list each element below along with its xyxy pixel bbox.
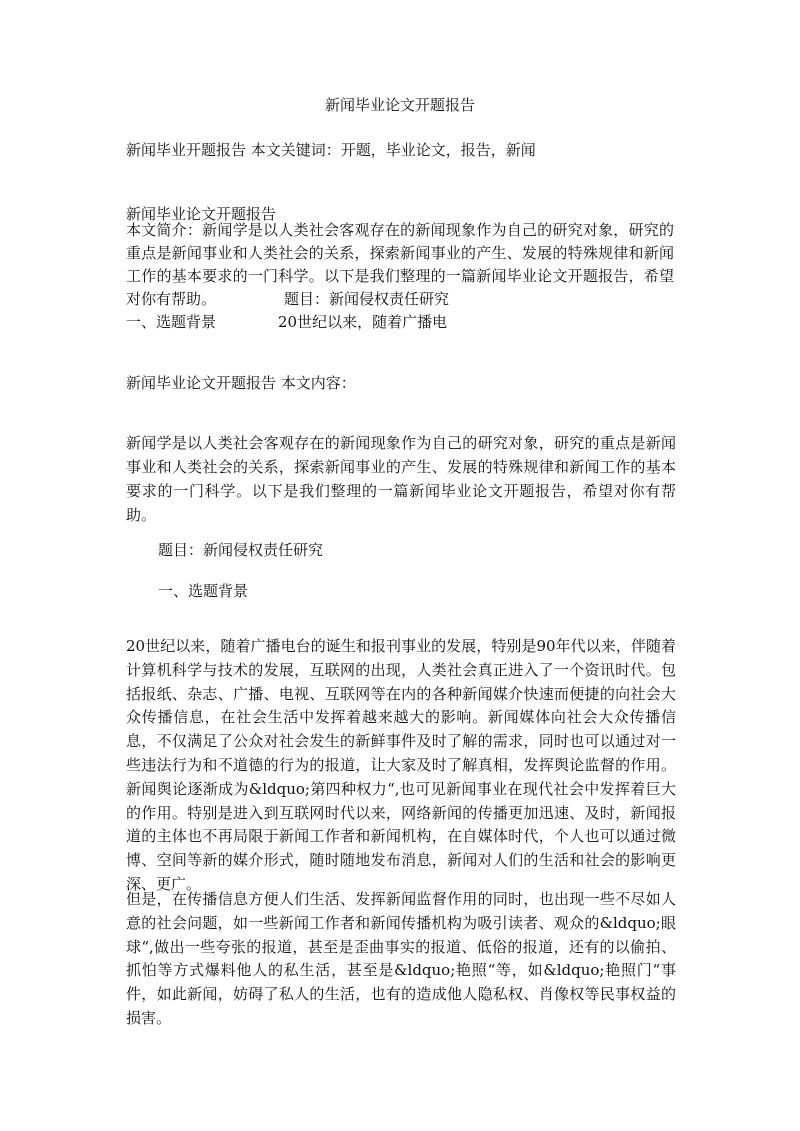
keywords-line: 新闻毕业开题报告 本文关键词：开题，毕业论文，报告，新闻	[126, 141, 536, 159]
content-paragraph: 新闻学是以人类社会客观存在的新闻现象作为自己的研究对象，研究的重点是新闻事业和人类社会的关系，探索新闻事业的产生、发展的特殊规律和新闻工作的基本要求的一门科学。以下是我们整理的一篇新闻毕业论文开题报告，希望对你有帮助。	[126, 434, 676, 524]
content-heading: 新闻毕业论文开题报告 本文内容：	[126, 374, 356, 392]
summary-topic: 题目：新闻侵权责任研究	[284, 290, 450, 308]
summary-section-label: 一、选题背景	[126, 313, 217, 331]
body-paragraph-2: 但是，在传播信息方便人们生活、发挥新闻监督作用的同时，也出现一些不尽如人意的社会问题，如一些新闻工作者和新闻传播机构为吸引读者、观众的&ldquo;眼球“,做出一些夸张的报道，甚至是歪曲事实的报道、低俗的报道，还有的以偷拍、抓怕等方式爆料他人的私生活，甚至是&ldquo;艳照“等，如&ldquo;艳照门“事件，如此新闻，妨碍了私人的生活，也有的造成他人隐私权、肖像权等民事权益的损害。	[126, 890, 676, 1027]
summary-block	[126, 219, 674, 334]
body-paragraph-1: 20世纪以来，随着广播电台的诞生和报刊事业的发展，特别是90年代以来，伴随着计算机科学与技术的发展，互联网的出现，人类社会真正进入了一个资讯时代。包括报纸、杂志、广播、电视、互联网等在内的各种新闻媒介快速而便捷的向社会大众传播信息，在社会生活中发挥着越来越大的影响。新闻媒体向社会大众传播信息，不仅满足了公众对社会发生的新鲜事件及时了解的需求，同时也可以通过对一些违法行为和不道德的行为的报道，让大家及时了解真相，发挥舆论监督的作用。新闻舆论逐渐成为&ldquo;第四种权力“,也可见新闻事业在现代社会中发挥着巨大的作用。特别是进入到互联网时代以来，网络新闻的传播更加迅速、及时，新闻报道的主体也不再局限于新闻工作者和新闻机构，在自媒体时代，个人也可以通过微博、空间等新的媒介形式，随时随地发布消息，新闻对人们的生活和社会的影响更深、更广。	[126, 637, 676, 893]
summary-section-excerpt: 20世纪以来，随着广播电	[278, 313, 448, 331]
topic-line: 题目：新闻侵权责任研究	[158, 541, 324, 559]
document-title: 新闻毕业论文开题报告	[324, 96, 475, 114]
summary-intro: 本文简介：新闻学是以人类社会客观存在的新闻现象作为自己的研究对象，研究的重点是新闻事业和人类社会的关系，探索新闻事业的产生、发展的特殊规律和新闻工作的基本要求的一门科学。以下是我们整理的一篇新闻毕业论文开题报告，希望对你有帮助。	[126, 221, 674, 308]
section-heading: 一、选题背景	[158, 582, 249, 600]
summary-heading: 新闻毕业论文开题报告	[126, 205, 277, 223]
